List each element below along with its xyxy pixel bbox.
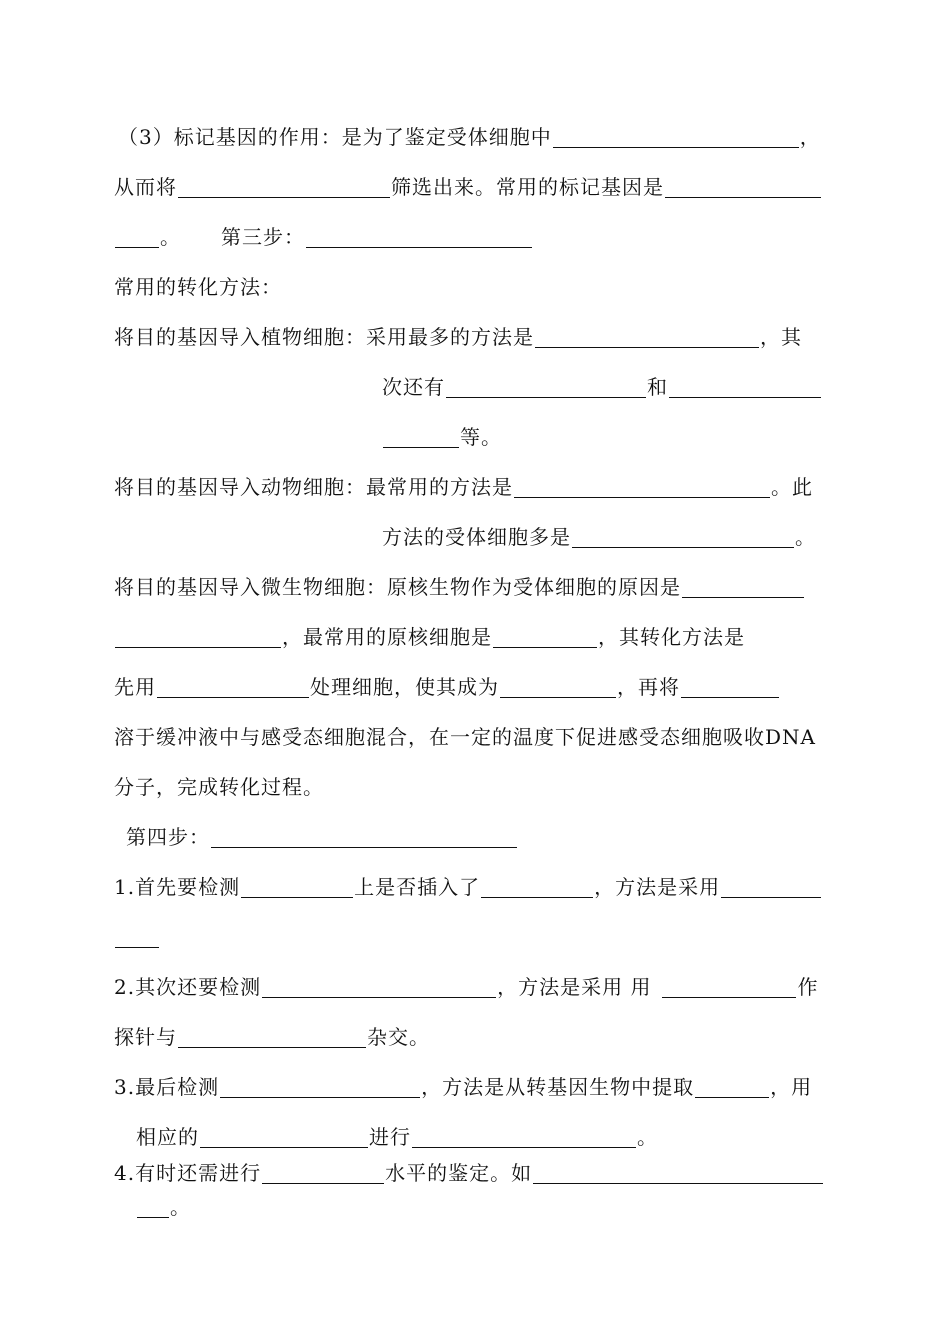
line-animal-cell xyxy=(114,474,813,500)
answer-blank[interactable] xyxy=(695,1075,769,1098)
line-detect-2 xyxy=(114,974,818,1000)
text: 1.首先要检测 xyxy=(114,875,241,899)
text: ， xyxy=(799,125,821,149)
text: 3.最后检测 xyxy=(114,1075,220,1099)
text: 处理细胞，使其成为 xyxy=(310,675,499,699)
answer-blank[interactable] xyxy=(662,975,796,998)
text: 探针与 xyxy=(114,1025,177,1049)
text: 先用 xyxy=(114,675,156,699)
text: 相应的 xyxy=(136,1125,199,1149)
line-corresponding xyxy=(136,1124,658,1150)
text: 水平的鉴定。如 xyxy=(385,1161,533,1185)
answer-blank[interactable] xyxy=(682,575,804,598)
text: ，用 xyxy=(770,1075,813,1099)
text: 和 xyxy=(647,375,668,399)
text: ，方法是采用 xyxy=(594,875,721,899)
answer-blank[interactable] xyxy=(572,525,794,548)
answer-blank[interactable] xyxy=(500,675,616,698)
answer-blank[interactable] xyxy=(383,425,459,448)
line-marker-gene xyxy=(118,124,821,150)
text: 上是否插入了 xyxy=(354,875,481,899)
line-plant-etc xyxy=(382,424,502,450)
line-prokaryote xyxy=(114,624,745,650)
line-microbe-cell xyxy=(114,574,805,600)
answer-blank[interactable] xyxy=(306,225,532,248)
text: 将目的基因导入微生物细胞：原核生物作为受体细胞的原因是 xyxy=(114,575,681,599)
line-animal-receptor xyxy=(382,524,816,550)
answer-blank[interactable] xyxy=(721,875,821,898)
text: 溶于缓冲液中与感受态细胞混合，在一定的温度下促进感受态细胞吸收DNA xyxy=(114,725,816,749)
answer-blank[interactable] xyxy=(241,875,353,898)
text: 次还有 xyxy=(382,375,445,399)
answer-blank[interactable] xyxy=(481,875,593,898)
text: 进行 xyxy=(369,1125,411,1149)
line-detect-4 xyxy=(114,1160,824,1186)
text: 分子，完成转化过程。 xyxy=(114,775,324,799)
line-detect-4-cont xyxy=(136,1194,191,1220)
answer-blank[interactable] xyxy=(157,675,309,698)
answer-blank[interactable] xyxy=(178,175,390,198)
text: 筛选出来。常用的标记基因是 xyxy=(391,175,664,199)
text: ，再将 xyxy=(617,675,680,699)
answer-blank[interactable] xyxy=(446,375,646,398)
line-plant-other xyxy=(382,374,822,400)
answer-blank[interactable] xyxy=(514,475,770,498)
answer-blank[interactable] xyxy=(493,625,597,648)
answer-blank[interactable] xyxy=(412,1125,636,1148)
text: 4.有时还需进行 xyxy=(114,1161,262,1185)
text: 2.其次还要检测 xyxy=(114,975,262,999)
answer-blank[interactable] xyxy=(262,975,496,998)
line-step-four xyxy=(126,824,518,850)
text: 将目的基因导入植物细胞：采用最多的方法是 xyxy=(114,325,534,349)
text: 将目的基因导入动物细胞：最常用的方法是 xyxy=(114,475,513,499)
text: 。 xyxy=(637,1125,658,1149)
text: 等。 xyxy=(460,425,502,449)
text: 。 xyxy=(160,225,181,249)
line-methods-heading xyxy=(114,274,282,300)
line-detect-3 xyxy=(114,1074,812,1100)
step-three-label: 第三步： xyxy=(221,225,305,249)
step-four-label: 第四步： xyxy=(126,825,210,849)
answer-blank[interactable] xyxy=(115,225,159,248)
text: ，最常用的原核细胞是 xyxy=(282,625,492,649)
line-screening xyxy=(114,174,822,200)
text: 杂交。 xyxy=(367,1025,430,1049)
text: ，方法是采用 用 xyxy=(497,975,652,999)
text: （3）标记基因的作用：是为了鉴定受体细胞中 xyxy=(118,125,552,149)
line-detect-1-cont xyxy=(114,924,160,950)
answer-blank[interactable] xyxy=(553,125,799,148)
text: 从而将 xyxy=(114,175,177,199)
answer-blank[interactable] xyxy=(669,375,821,398)
text: 。此 xyxy=(771,475,813,499)
answer-blank[interactable] xyxy=(665,175,821,198)
line-step-three xyxy=(114,224,533,250)
text: ，其转化方法是 xyxy=(598,625,745,649)
answer-blank[interactable] xyxy=(262,1161,384,1184)
text: 。 xyxy=(170,1195,191,1219)
line-detect-1 xyxy=(114,874,822,900)
answer-blank[interactable] xyxy=(115,625,281,648)
text: 作 xyxy=(797,975,819,999)
answer-blank[interactable] xyxy=(211,825,517,848)
text: 。 xyxy=(795,525,816,549)
answer-blank[interactable] xyxy=(178,1025,366,1048)
text: 方法的受体细胞多是 xyxy=(382,525,571,549)
answer-blank[interactable] xyxy=(533,1161,823,1184)
line-buffer xyxy=(114,724,816,750)
line-plant-cell xyxy=(114,324,802,350)
text: ，方法是从转基因生物中提取 xyxy=(421,1075,695,1099)
line-transform-done xyxy=(114,774,324,800)
answer-blank[interactable] xyxy=(535,325,759,348)
line-probe xyxy=(114,1024,430,1050)
answer-blank[interactable] xyxy=(220,1075,420,1098)
answer-blank[interactable] xyxy=(137,1195,169,1218)
answer-blank[interactable] xyxy=(681,675,779,698)
section-heading: 常用的转化方法： xyxy=(114,275,282,299)
line-treatment xyxy=(114,674,780,700)
text: ，其 xyxy=(760,325,802,349)
answer-blank[interactable] xyxy=(200,1125,368,1148)
answer-blank[interactable] xyxy=(115,925,159,948)
